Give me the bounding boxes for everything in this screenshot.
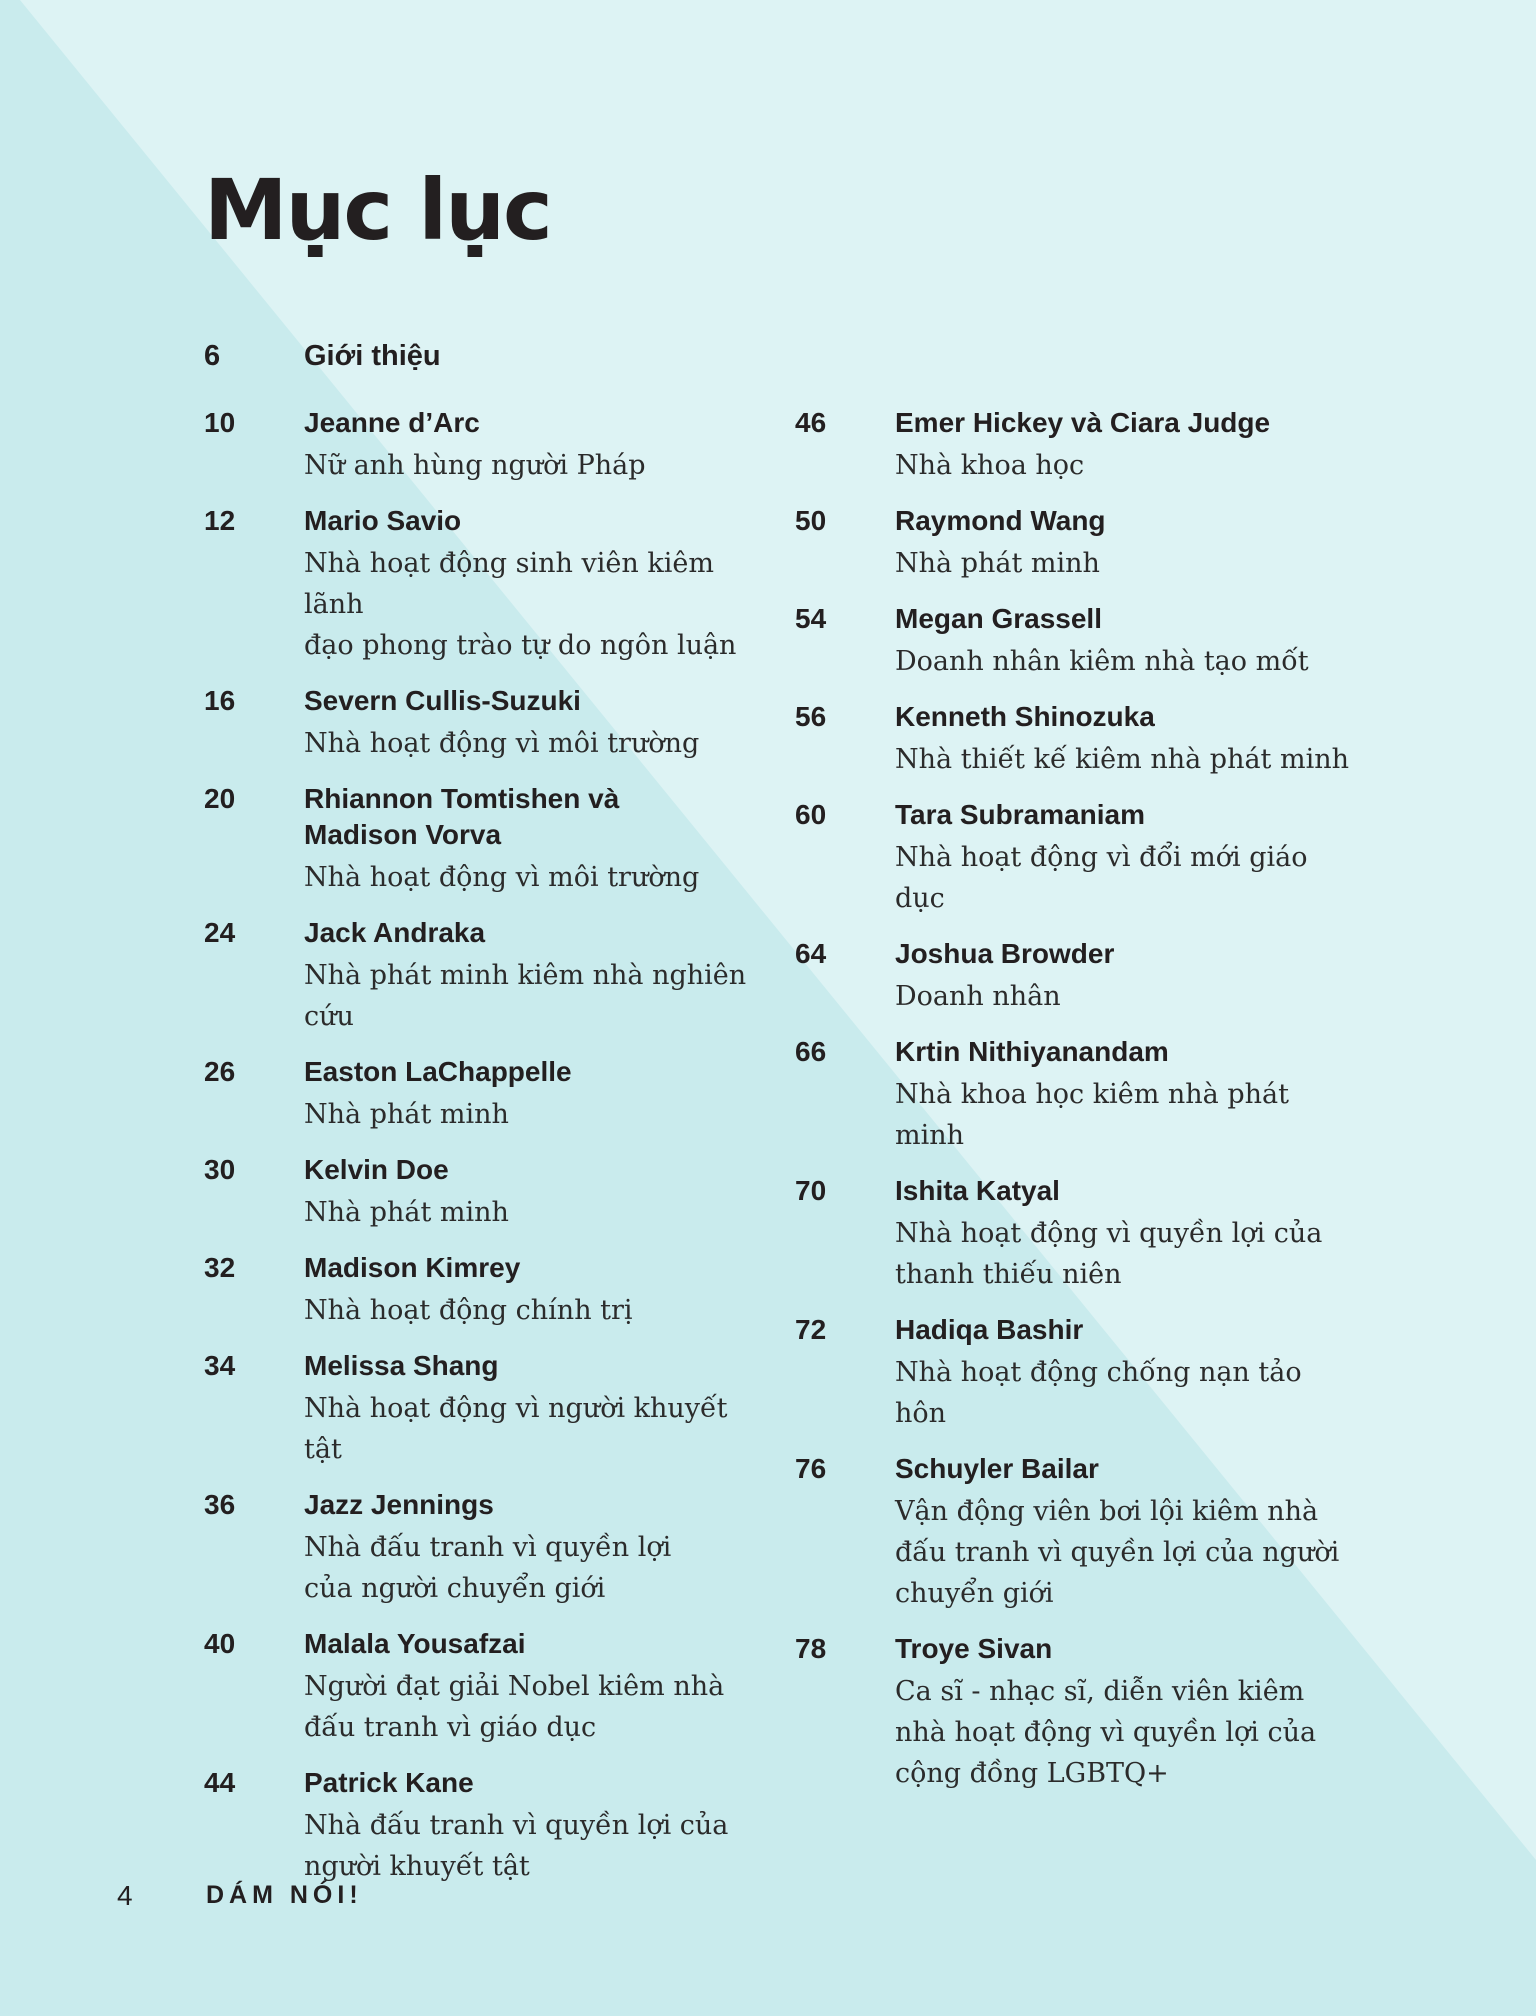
toc-entry[interactable]: [204, 503, 764, 666]
entry-description: Nhà hoạt động chính trị: [304, 1295, 633, 1326]
toc-left-column: [204, 405, 764, 1904]
page-number: 34: [204, 1350, 236, 1381]
entry-name: Ishita Katyal: [895, 1175, 1060, 1206]
entry-description: Ca sĩ - nhạc sĩ, diễn viên kiêm nhà hoạt động vì quyền lợi của cộng đồng LGBTQ+: [895, 1676, 1317, 1789]
entry-name: Troye Sivan: [895, 1633, 1053, 1664]
entry-description: Nhà phát minh: [895, 548, 1100, 579]
entry-description: Nhà thiết kế kiêm nhà phát minh: [895, 744, 1350, 775]
page-number: 50: [795, 505, 827, 536]
page-number: 30: [204, 1154, 236, 1185]
entry-description: Nhà hoạt động vì quyền lợi của thanh thiếu niên: [895, 1218, 1323, 1290]
entry-name: Mario Savio: [304, 505, 462, 536]
toc-entry[interactable]: [795, 1034, 1355, 1156]
page-number: 76: [795, 1453, 827, 1484]
toc-entry[interactable]: [204, 405, 764, 486]
entry-name: Easton LaChappelle: [304, 1056, 572, 1087]
entry-name: Jeanne d’Arc: [304, 407, 480, 438]
page-number: 60: [795, 799, 827, 830]
toc-entry[interactable]: [795, 601, 1355, 682]
page-number: 20: [204, 783, 236, 814]
page-number: 54: [795, 603, 827, 634]
entry-name: Madison Kimrey: [304, 1252, 521, 1283]
page-number: 56: [795, 701, 827, 732]
entry-name: Jack Andraka: [304, 917, 486, 948]
entry-description: Nhà khoa học: [895, 450, 1085, 481]
footer-book-title: DÁM NÓI!: [206, 1881, 363, 1909]
entry-description: Nhà đấu tranh vì quyền lợi của người khuyết tật: [304, 1810, 729, 1882]
entry-name: Krtin Nithiyanandam: [895, 1036, 1169, 1067]
page-number: 64: [795, 938, 827, 969]
entry-description: Nhà phát minh kiêm nhà nghiên cứu: [304, 960, 747, 1032]
footer-page-number: 4: [117, 1880, 133, 1911]
page-number: 78: [795, 1633, 827, 1664]
toc-entry[interactable]: [795, 1451, 1355, 1614]
entry-name: Joshua Browder: [895, 938, 1115, 969]
toc-entry[interactable]: [795, 503, 1355, 584]
entry-description: Nhà hoạt động vì đổi mới giáo dục: [895, 842, 1308, 914]
entry-description: Nhà hoạt động vì môi trường: [304, 728, 700, 759]
entry-name: Giới thiệu: [304, 340, 441, 372]
toc-entry[interactable]: [795, 1631, 1355, 1794]
page-number: 12: [204, 505, 236, 536]
page-number: 6: [204, 340, 221, 372]
toc-entry[interactable]: [204, 1626, 764, 1748]
toc-entry[interactable]: [795, 936, 1355, 1017]
entry-name: Raymond Wang: [895, 505, 1106, 536]
entry-name: Patrick Kane: [304, 1767, 474, 1798]
toc-entry[interactable]: [204, 1348, 764, 1470]
entry-name: Melissa Shang: [304, 1350, 499, 1381]
entry-description: Vận động viên bơi lội kiêm nhà đấu tranh vì quyền lợi của người chuyển giới: [895, 1496, 1340, 1609]
entry-name: Emer Hickey và Ciara Judge: [895, 407, 1271, 438]
entry-description: Nhà hoạt động vì môi trường: [304, 862, 700, 893]
entry-description: Nhà phát minh: [304, 1099, 509, 1130]
toc-entry[interactable]: [795, 797, 1355, 919]
toc-entry[interactable]: [204, 1487, 764, 1609]
page-number: 10: [204, 407, 236, 438]
entry-description: Người đạt giải Nobel kiêm nhà đấu tranh vì giáo dục: [304, 1671, 725, 1743]
toc-entry[interactable]: [204, 781, 764, 898]
page-number: 26: [204, 1056, 236, 1087]
entry-name: Severn Cullis-Suzuki: [304, 685, 581, 716]
toc-right-column: [795, 405, 1355, 1811]
toc-entry[interactable]: [204, 915, 764, 1037]
entry-description: Doanh nhân kiêm nhà tạo mốt: [895, 646, 1309, 677]
toc-entry[interactable]: [795, 699, 1355, 780]
page-number: 66: [795, 1036, 827, 1067]
entry-name: Jazz Jennings: [304, 1489, 494, 1520]
entry-description: Nhà khoa học kiêm nhà phát minh: [895, 1079, 1289, 1151]
entry-name: Schuyler Bailar: [895, 1453, 1099, 1484]
page-number: 70: [795, 1175, 827, 1206]
page-number: 24: [204, 917, 236, 948]
entry-description: Nhà hoạt động sinh viên kiêm lãnh đạo phong trào tự do ngôn luận: [304, 548, 737, 661]
entry-name: Kenneth Shinozuka: [895, 701, 1155, 732]
toc-entry[interactable]: [204, 683, 764, 764]
entry-name: Rhiannon Tomtishen và Madison Vorva: [304, 783, 620, 850]
page-number: 46: [795, 407, 827, 438]
entry-name: Hadiqa Bashir: [895, 1314, 1084, 1345]
entry-name: Kelvin Doe: [304, 1154, 449, 1185]
entry-description: Nhà đấu tranh vì quyền lợi của người chuyển giới: [304, 1532, 672, 1604]
entry-description: Nhà phát minh: [304, 1197, 509, 1228]
entry-name: Malala Yousafzai: [304, 1628, 526, 1659]
page-number: 40: [204, 1628, 236, 1659]
toc-entry[interactable]: [795, 1173, 1355, 1295]
toc-entry[interactable]: [795, 1312, 1355, 1434]
entry-description: Doanh nhân: [895, 981, 1061, 1012]
entry-name: Tara Subramaniam: [895, 799, 1146, 830]
toc-entry[interactable]: [204, 1765, 764, 1887]
toc-entry[interactable]: [204, 1250, 764, 1331]
toc-entry[interactable]: [204, 1054, 764, 1135]
page-number: 32: [204, 1252, 236, 1283]
entry-description: Nhà hoạt động vì người khuyết tật: [304, 1393, 728, 1465]
entry-description: Nữ anh hùng người Pháp: [304, 450, 646, 481]
entry-description: Nhà hoạt động chống nạn tảo hôn: [895, 1357, 1302, 1429]
page-number: 44: [204, 1767, 236, 1798]
entry-name: Megan Grassell: [895, 603, 1102, 634]
toc-entry[interactable]: [204, 1152, 764, 1233]
page-number: 16: [204, 685, 236, 716]
page-number: 72: [795, 1314, 827, 1345]
toc-entry[interactable]: [795, 405, 1355, 486]
page-title: Mục lục: [204, 161, 551, 259]
page-number: 36: [204, 1489, 236, 1520]
